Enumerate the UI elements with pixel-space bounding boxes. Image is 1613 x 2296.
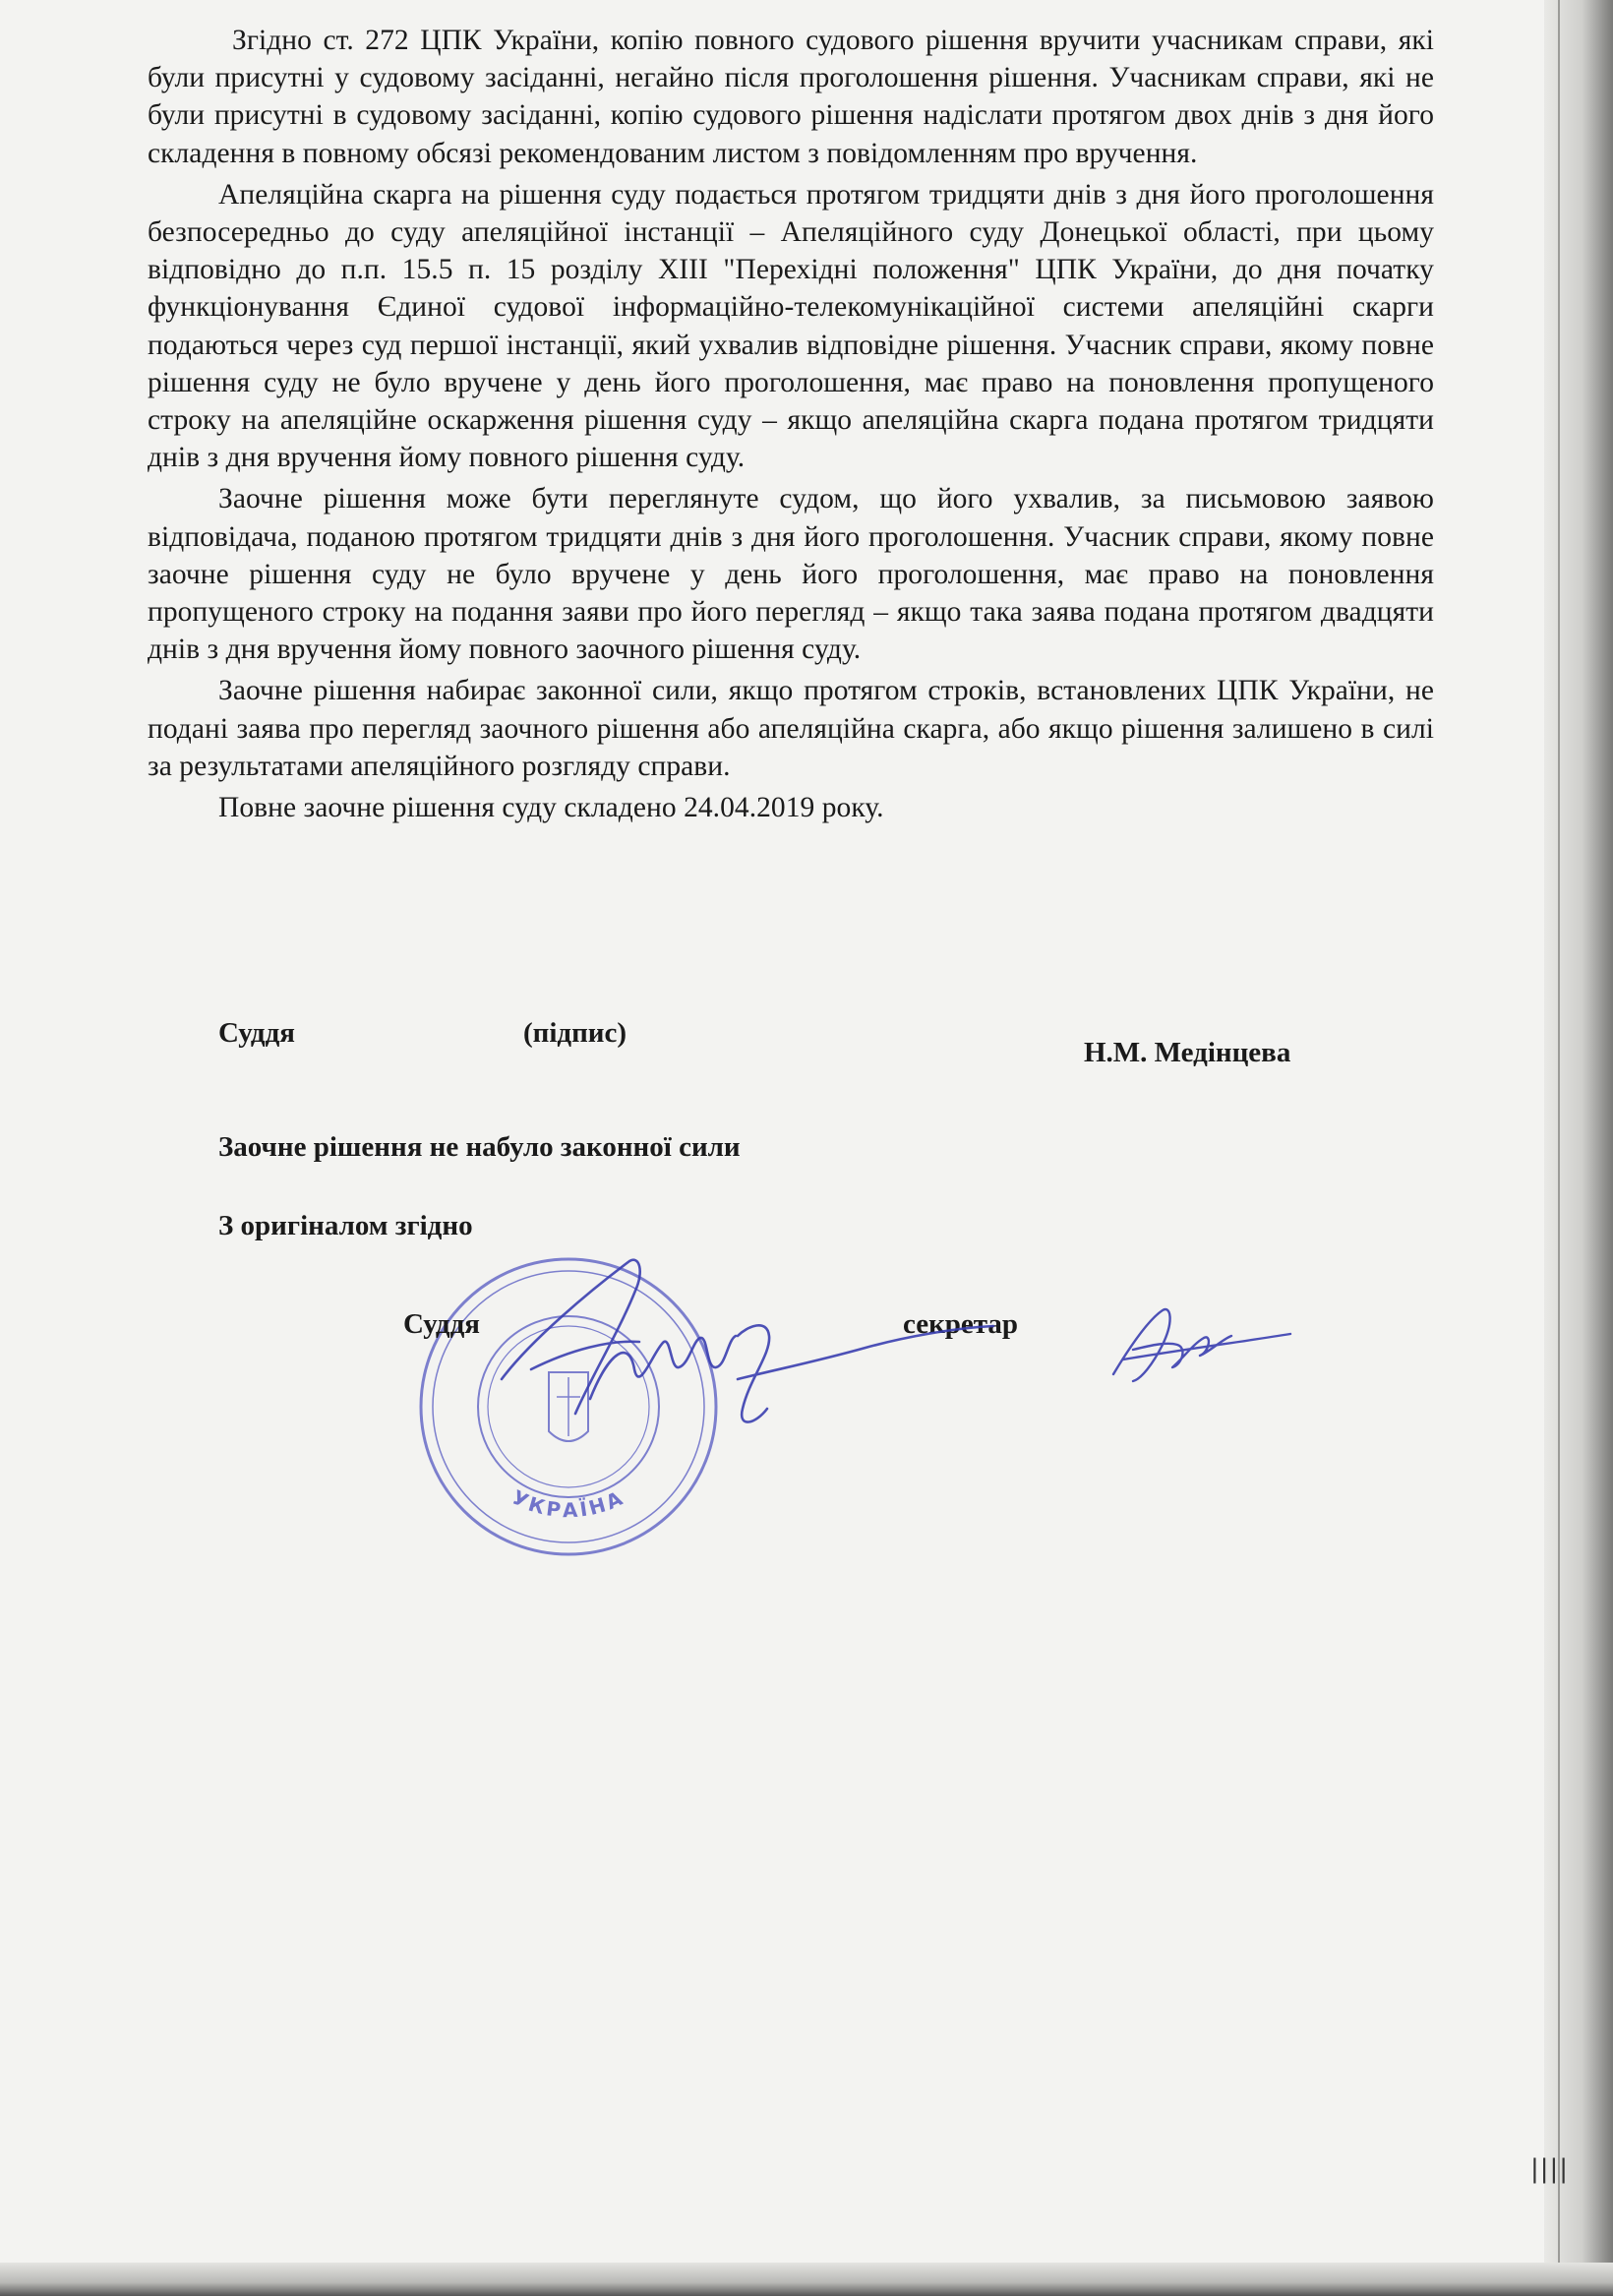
paragraph-appeal: Апеляційна скарга на рішення суду подається протягом тридцяти днів з дня його проголошення безпосередньо до суду апеляційної інстанції – Апеляційного суду Донецької області, при цьому відповідно до п.п. 15.5 п. 15 розділу XIII "Перехідні положення" ЦПК України, до дня початку функціонування Єдиної судової інформаційно-телекомунікаційної системи апеляційні скарги подаються через суд першої інстанції, який ухвалив відповідне рішення. Учасник справи, якому повне рішення суду не було вручене у день його проголошення, має право на поновлення пропущеного строку на апеляційне оскарження рішення суду – якщо апеляційна скарга подана протягом тридцяти днів з дня вручення йому повного рішення суду. [148,178,1434,474]
scan-edge-right [1544,0,1613,2296]
judge-label: Суддя [218,1017,295,1049]
judge-signature [443,1232,1052,1458]
certification-judge-label: Суддя [403,1308,480,1340]
judge-name: Н.М. Медінцева [1084,1037,1291,1068]
paragraph-review: Заочне рішення може бути переглянуте судом, що його ухвалив, за письмовою заявою відповідача, поданою протягом тридцяти днів з дня його проголошення. Учасник справи, якому повне заочне рішення суду не було вручене у день його проголошення, має право на поновлення пропущеного строку на подання заяви про його перегляд – якщо така заява подана протягом двадцяти днів з дня вручення йому повного заочного рішення суду. [148,483,1434,666]
secretary-signature [1094,1291,1408,1399]
tally-marks: |||| [1530,2154,1570,2184]
scan-edge-bottom [0,2263,1613,2296]
original-note: З оригіналом згідно [218,1210,473,1241]
stamp-country-text: УКРАЇНА [508,1484,628,1523]
svg-text:УКРАЇНА [508,1485,628,1522]
document-body [148,22,1434,826]
paragraph-copy-delivery: Згідно ст. 272 ЦПК України, копію повного судового рішення вручити учасникам справи, які були присутні у судовому засіданні, негайно після проголошення рішення. Учасникам справи, які не були присутні в судовому засіданні, копію судового рішення надіслати протягом двох днів з дня його складення в повному обсязі рекомендованим листом з повідомленням про вручення. [148,25,1434,169]
document-page [148,22,1434,2245]
signature-note: (підпис) [523,1017,627,1049]
paragraph-legal-force: Заочне рішення набирає законної сили, якщо протягом строків, встановлених ЦПК України, не подані заява про перегляд заочного рішення або апеляційна скарга, або якщо рішення залишено в силі за результатами апеляційного розгляду справи. [148,675,1434,782]
status-note: Заочне рішення не набуло законної сили [218,1131,741,1163]
signature-block [218,1017,1399,1066]
certification-secretary-label: секретар [903,1308,1019,1340]
page-fold-line [1558,0,1560,2296]
paragraph-composed-date: Повне заочне рішення суду складено 24.04.2019 року. [218,792,884,824]
